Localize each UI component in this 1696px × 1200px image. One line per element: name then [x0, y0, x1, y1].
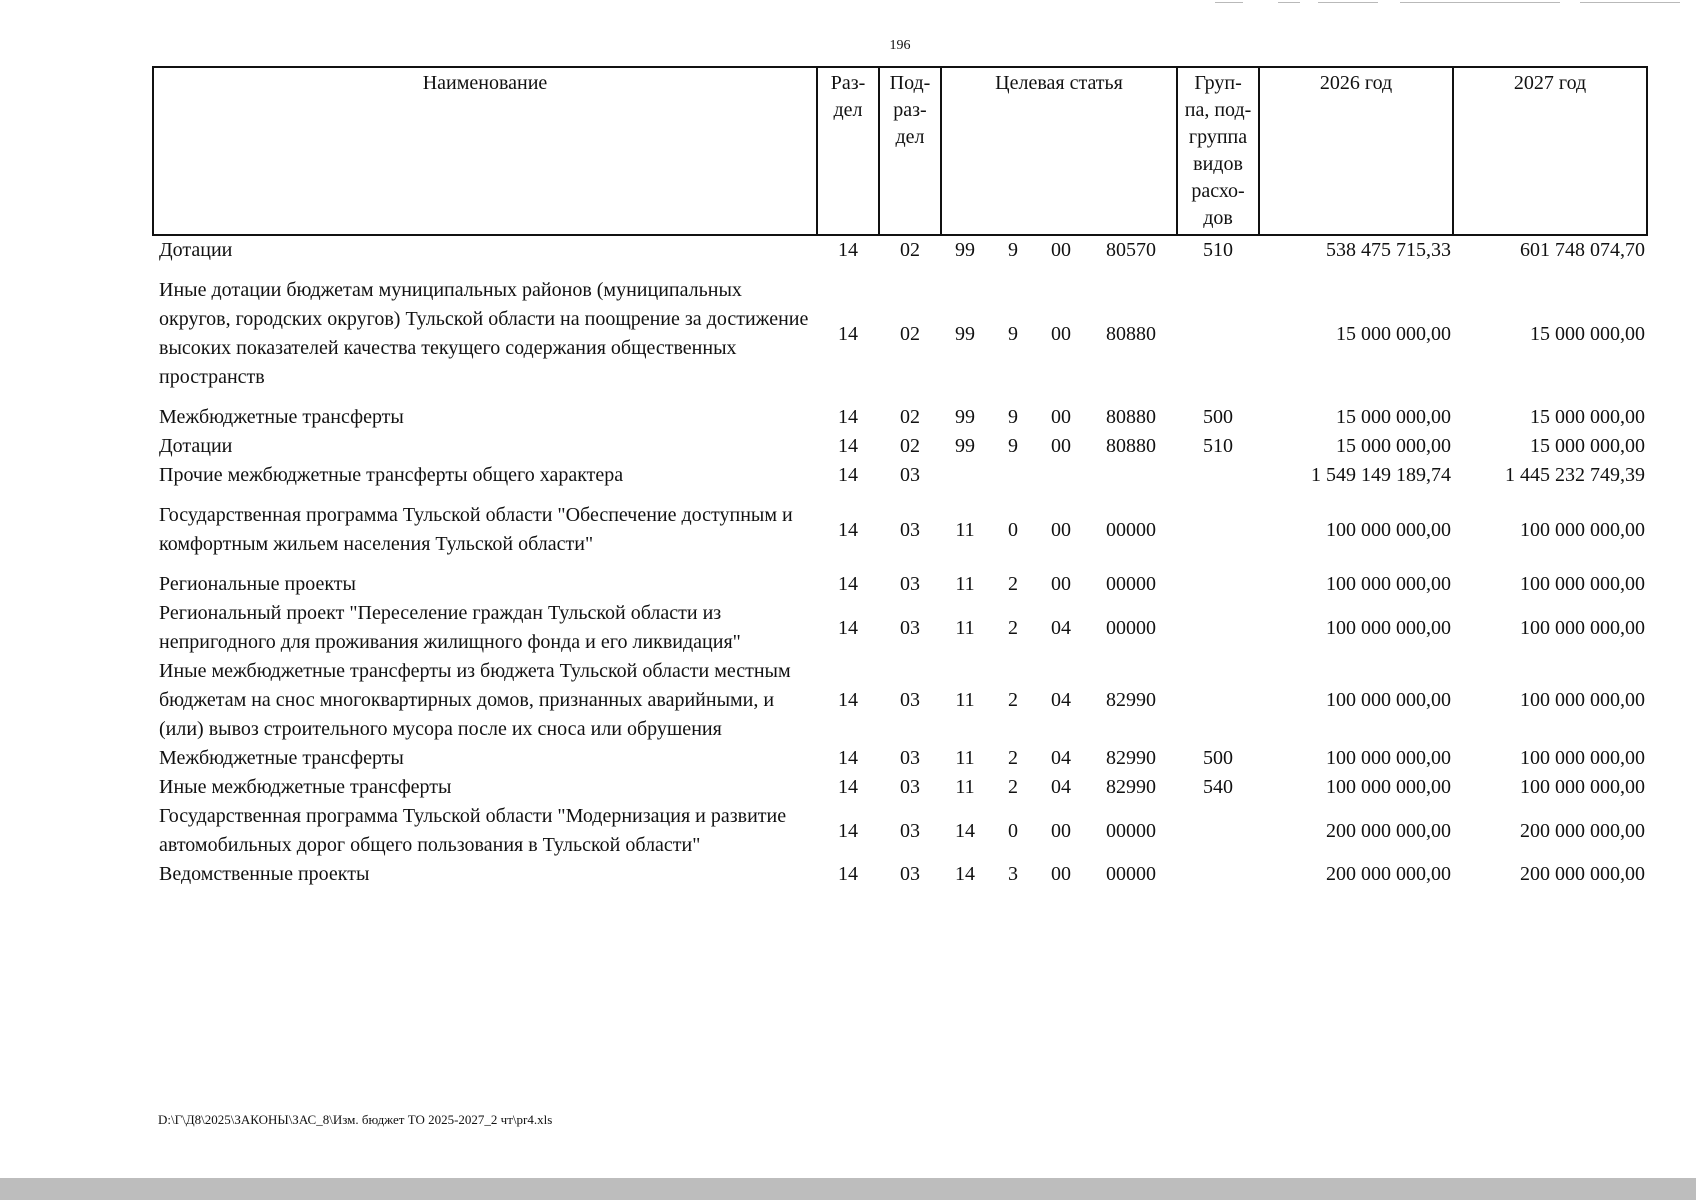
- cell-target-3: 00: [1051, 406, 1071, 428]
- table-row: [153, 461, 1647, 501]
- budget-table: [152, 66, 1648, 889]
- cell-target-1: 11: [955, 518, 975, 541]
- cell-target-2: 2: [1008, 689, 1018, 711]
- cell-target-1: 99: [955, 322, 975, 345]
- cell-group: [1177, 276, 1259, 403]
- cell-2027: 100 000 000,00: [1520, 747, 1646, 769]
- cell-2026: 15 000 000,00: [1336, 406, 1452, 428]
- cell-target-4: 80880: [1106, 435, 1157, 457]
- cell-podrazdel: 03: [900, 518, 920, 541]
- cell-razdel: 14: [838, 322, 858, 345]
- cell-name: Прочие межбюджетные трансферты общего характера: [159, 464, 624, 486]
- cell-target-1: 11: [955, 689, 975, 711]
- cell-target-4: 00000: [1106, 518, 1157, 541]
- cell-target-3: 04: [1051, 747, 1071, 769]
- header-razdel: [817, 67, 879, 235]
- cell-podrazdel: 02: [900, 435, 920, 457]
- scan-artifact: [1318, 2, 1378, 3]
- cell-target-4: 80880: [1106, 406, 1157, 428]
- cell-group: [1177, 860, 1259, 889]
- table-row: [153, 235, 1647, 276]
- cell-target-2: 2: [1008, 616, 1018, 639]
- cell-target-2: 9: [1008, 435, 1018, 457]
- cell-target-3: 00: [1051, 239, 1071, 261]
- budget-table-container: [152, 66, 1646, 889]
- cell-target-4: 82990: [1106, 689, 1157, 711]
- header-name: Наименование: [153, 67, 817, 235]
- cell-target-2: 3: [1008, 863, 1018, 885]
- cell-target-4: 82990: [1106, 747, 1157, 769]
- cell-target-1: 14: [955, 819, 975, 842]
- cell-group: 500: [1203, 747, 1234, 769]
- file-path-footer: D:\Г\Д8\2025\ЗАКОНЫ\ЗАС_8\Изм. бюджет ТО 2025-2027_2 чт\pr4.xls: [158, 1112, 553, 1127]
- table-row: [153, 744, 1647, 773]
- cell-group: 540: [1203, 776, 1234, 798]
- cell-target-2: 2: [1008, 573, 1018, 595]
- cell-target-1: 11: [955, 573, 975, 595]
- cell-group: [1177, 501, 1259, 570]
- header-podrazdel: [879, 67, 941, 235]
- cell-podrazdel: 03: [900, 863, 920, 885]
- cell-2027: 100 000 000,00: [1520, 776, 1646, 798]
- cell-razdel: 14: [838, 406, 858, 428]
- table-row: [153, 570, 1647, 599]
- cell-target-4: 00000: [1106, 863, 1157, 885]
- cell-2026: 100 000 000,00: [1326, 573, 1452, 595]
- cell-name: Иные межбюджетные трансферты из бюджета Тульской области местным бюджетам на снос многоквартирных домов, признанных аварийными, и (или) вывоз строительного мусора после их сноса или обрушения: [159, 660, 791, 740]
- cell-target-3: 00: [1051, 863, 1071, 885]
- cell-target-2: 9: [1008, 406, 1018, 428]
- cell-group: [1177, 802, 1259, 860]
- cell-razdel: 14: [838, 689, 858, 711]
- cell-2026: 100 000 000,00: [1326, 616, 1452, 639]
- table-row: [153, 599, 1647, 657]
- cell-name: Государственная программа Тульской области "Обеспечение доступным и комфортным жильем населения Тульской области": [159, 504, 793, 555]
- header-expense-group: [1177, 67, 1259, 235]
- cell-2026: 200 000 000,00: [1326, 863, 1452, 885]
- table-body: [153, 235, 1647, 889]
- cell-2027: 15 000 000,00: [1530, 322, 1646, 345]
- cell-2027: 200 000 000,00: [1520, 819, 1646, 842]
- cell-target-3: 04: [1051, 689, 1071, 711]
- cell-razdel: 14: [838, 435, 858, 457]
- cell-target-3: 04: [1051, 616, 1071, 639]
- cell-target-3: 00: [1051, 573, 1071, 595]
- cell-podrazdel: 03: [900, 616, 920, 639]
- cell-target-3: 00: [1051, 322, 1071, 345]
- cell-2026: 200 000 000,00: [1326, 819, 1452, 842]
- cell-name: Иные дотации бюджетам муниципальных районов (муниципальных округов, городских округов) Тульской области на поощрение за достижение высоких показателей качества текущего содержания общественных пространств: [159, 279, 809, 388]
- cell-group: [1177, 599, 1259, 657]
- cell-2027: 15 000 000,00: [1530, 435, 1646, 457]
- header-razdel-label: Раз- дел: [830, 72, 866, 121]
- cell-name: Региональные проекты: [159, 573, 356, 595]
- cell-2027: 15 000 000,00: [1530, 406, 1646, 428]
- cell-target-2: 2: [1008, 776, 1018, 798]
- scan-artifact: [1215, 2, 1243, 3]
- table-row: [153, 773, 1647, 802]
- cell-razdel: 14: [838, 464, 858, 486]
- header-target-article: Целевая статья: [941, 67, 1177, 235]
- cell-razdel: 14: [838, 819, 858, 842]
- cell-2026: 538 475 715,33: [1326, 239, 1452, 261]
- cell-name: Межбюджетные трансферты: [159, 747, 404, 769]
- table-header-row: [153, 67, 1647, 235]
- cell-target-2: 0: [1008, 518, 1018, 541]
- cell-2026: 100 000 000,00: [1326, 776, 1452, 798]
- cell-target-1: 11: [955, 616, 975, 639]
- cell-2027: 100 000 000,00: [1520, 518, 1646, 541]
- scan-artifact: [1580, 2, 1680, 3]
- cell-target-1: 99: [955, 239, 975, 261]
- table-row: [153, 276, 1647, 403]
- table-row: [153, 403, 1647, 432]
- table-row: [153, 860, 1647, 889]
- cell-podrazdel: 02: [900, 239, 920, 261]
- cell-2027: 100 000 000,00: [1520, 616, 1646, 639]
- cell-2027: 100 000 000,00: [1520, 689, 1646, 711]
- cell-podrazdel: 02: [900, 322, 920, 345]
- cell-podrazdel: 03: [900, 689, 920, 711]
- cell-group: 510: [1203, 239, 1234, 261]
- table-row: [153, 802, 1647, 860]
- scan-artifact: [1278, 2, 1300, 3]
- cell-target-2: 2: [1008, 747, 1018, 769]
- cell-razdel: 14: [838, 776, 858, 798]
- page-number: 196: [889, 38, 911, 53]
- cell-target-2: [989, 461, 1037, 501]
- cell-group: 500: [1203, 406, 1234, 428]
- cell-target-1: 14: [955, 863, 975, 885]
- cell-target-2: 0: [1008, 819, 1018, 842]
- cell-2027: 601 748 074,70: [1520, 239, 1646, 261]
- cell-target-1: 11: [955, 776, 975, 798]
- cell-name: Иные межбюджетные трансферты: [159, 776, 452, 798]
- cell-target-1: 99: [955, 435, 975, 457]
- cell-razdel: 14: [838, 863, 858, 885]
- cell-target-3: 00: [1051, 518, 1071, 541]
- cell-target-4: [1085, 461, 1177, 501]
- cell-podrazdel: 03: [900, 819, 920, 842]
- cell-name: Дотации: [159, 239, 233, 261]
- cell-2027: 100 000 000,00: [1520, 573, 1646, 595]
- cell-2027: 200 000 000,00: [1520, 863, 1646, 885]
- cell-podrazdel: 03: [900, 747, 920, 769]
- table-row: [153, 432, 1647, 461]
- cell-target-3: 00: [1051, 435, 1071, 457]
- cell-razdel: 14: [838, 239, 858, 261]
- cell-name: Межбюджетные трансферты: [159, 406, 404, 428]
- cell-podrazdel: 03: [900, 776, 920, 798]
- table-row: [153, 501, 1647, 570]
- scan-artifact: [1400, 2, 1560, 3]
- cell-2026: 100 000 000,00: [1326, 689, 1452, 711]
- header-expense-group-label: Груп- па, под- группа видов расхо- дов: [1184, 72, 1252, 229]
- cell-target-1: [941, 461, 989, 501]
- cell-name: Ведомственные проекты: [159, 863, 370, 885]
- cell-2026: 1 549 149 189,74: [1311, 464, 1452, 486]
- cell-target-2: 9: [1008, 239, 1018, 261]
- cell-razdel: 14: [838, 518, 858, 541]
- cell-target-3: 04: [1051, 776, 1071, 798]
- cell-razdel: 14: [838, 573, 858, 595]
- cell-target-2: 9: [1008, 322, 1018, 345]
- header-2026: 2026 год: [1259, 67, 1453, 235]
- cell-podrazdel: 03: [900, 573, 920, 595]
- cell-2026: 15 000 000,00: [1336, 435, 1452, 457]
- cell-target-4: 82990: [1106, 776, 1157, 798]
- cell-target-3: 00: [1051, 819, 1071, 842]
- cell-razdel: 14: [838, 616, 858, 639]
- cell-target-4: 80880: [1106, 322, 1157, 345]
- cell-podrazdel: 03: [900, 464, 920, 486]
- header-2027: 2027 год: [1453, 67, 1647, 235]
- table-row: [153, 657, 1647, 744]
- header-podrazdel-label: Под- раз- дел: [889, 72, 931, 148]
- cell-podrazdel: 02: [900, 406, 920, 428]
- cell-group: [1177, 657, 1259, 744]
- cell-2026: 15 000 000,00: [1336, 322, 1452, 345]
- cell-group: 510: [1203, 435, 1234, 457]
- cell-target-4: 00000: [1106, 616, 1157, 639]
- cell-name: Региональный проект "Переселение граждан Тульской области из непригодного для проживания жилищного фонда и его ликвидация": [159, 602, 741, 653]
- cell-target-1: 99: [955, 406, 975, 428]
- cell-target-4: 00000: [1106, 573, 1157, 595]
- cell-target-3: [1037, 461, 1085, 501]
- cell-2026: 100 000 000,00: [1326, 518, 1452, 541]
- cell-name: Государственная программа Тульской области "Модернизация и развитие автомобильных дорог общего пользования в Тульской области": [159, 805, 787, 856]
- cell-target-4: 00000: [1106, 819, 1157, 842]
- cell-name: Дотации: [159, 435, 233, 457]
- cell-target-4: 80570: [1106, 239, 1157, 261]
- cell-group: [1177, 570, 1259, 599]
- cell-2026: 100 000 000,00: [1326, 747, 1452, 769]
- cell-2027: 1 445 232 749,39: [1505, 464, 1646, 486]
- cell-target-1: 11: [955, 747, 975, 769]
- cell-group: [1177, 461, 1259, 501]
- cell-razdel: 14: [838, 747, 858, 769]
